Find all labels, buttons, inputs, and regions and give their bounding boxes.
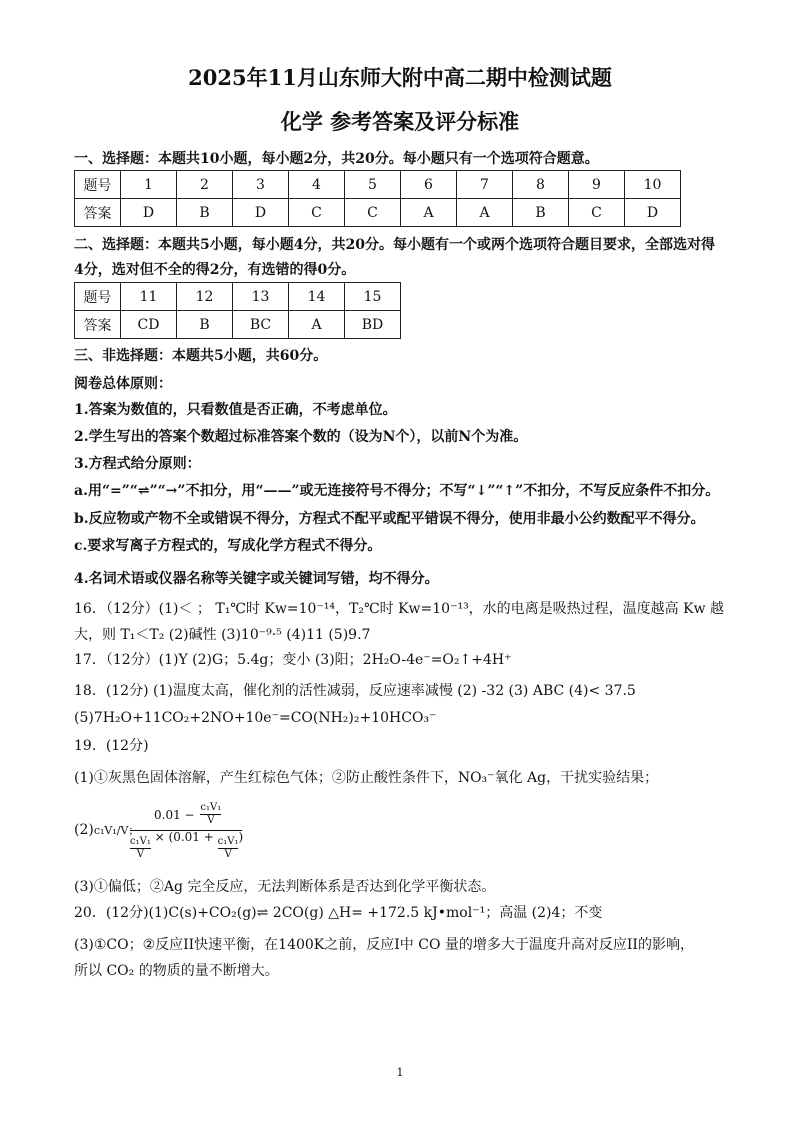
table-cell: CD: [121, 311, 177, 339]
num-sub-bottom: V: [207, 815, 215, 826]
table-cell: 15: [345, 283, 401, 311]
q19-part-2-first-answer: c₁V₁/V；: [93, 824, 140, 837]
table-cell: A: [457, 199, 513, 227]
table-cell: 2: [177, 171, 233, 199]
table-row: [75, 199, 681, 227]
table-cell: BD: [345, 311, 401, 339]
table-cell: 8: [513, 171, 569, 199]
table-cell: D: [625, 199, 681, 227]
answer-table-1: [74, 170, 681, 227]
table-cell: D: [121, 199, 177, 227]
q19-heading: 19．(12分): [74, 738, 149, 754]
q19-part-1: (1)①灰黑色固体溶解，产生红棕色气体；②防止酸性条件下，NO₃⁻氧化 Ag，干扰实验结果；: [74, 770, 659, 786]
principle-3b: b.反应物或产物不全或错误不得分，方程式不配平或配平错误不得分，使用非最小公约数配平不得分。: [74, 511, 705, 527]
answer-table-2: [74, 282, 401, 339]
table-cell: D: [233, 199, 289, 227]
den-sub1-top: c₁V₁: [130, 836, 151, 847]
q18-line-1: 18．(12分) (1)温度太高，催化剂的活性减弱，反应速率减慢 (2) -32 (3) ABC (4)< 37.5: [74, 683, 636, 699]
table-cell: 13: [233, 283, 289, 311]
page-subtitle: 化学 参考答案及评分标准: [280, 109, 520, 134]
section-1-heading: 一、选择题：本题共10小题，每小题2分，共20分。每小题只有一个选项符合题意。: [74, 151, 599, 167]
table-cell: 答案: [75, 311, 121, 339]
table-cell: C: [569, 199, 625, 227]
table-row: [75, 311, 401, 339]
table-cell: 12: [177, 283, 233, 311]
den-sub2-top: c₁V₁: [217, 836, 239, 847]
table-row: [75, 283, 401, 311]
table-cell: BC: [233, 311, 289, 339]
q16-line-2: 大，则 T₁＜T₂ (2)碱性 (3)10⁻⁹·⁵ (4)11 (5)9.7: [74, 627, 371, 643]
principle-1: 1.答案为数值的，只看数值是否正确，不考虑单位。: [74, 402, 397, 418]
table-cell: 9: [569, 171, 625, 199]
q18-line-2: (5)7H₂O+11CO₂+2NO+10e⁻=CO(NH₂)₂+10HCO₃⁻: [74, 710, 437, 726]
table-cell: 题号: [75, 171, 121, 199]
den-sub2-bottom: V: [224, 849, 232, 860]
principle-3: 3.方程式给分原则：: [74, 456, 201, 472]
principle-3c: c.要求写离子方程式的，写成化学方程式不得分。: [74, 538, 382, 554]
table-cell: A: [289, 311, 345, 339]
num-subfraction: [200, 802, 221, 827]
table-cell: 10: [625, 171, 681, 199]
section-3-heading: 三、非选择题：本题共5小题，共60分。: [74, 348, 328, 364]
q20-line-1: 20．(12分)(1)C(s)+CO₂(g)⇌ 2CO(g) △H= +172.5 kJ•mol⁻¹；高温 (2)4；不变: [74, 905, 603, 921]
table-cell: 14: [289, 283, 345, 311]
table-row: [75, 171, 681, 199]
q19-part-2-number: (2): [74, 822, 94, 838]
table-cell: C: [345, 199, 401, 227]
fraction-denominator: [130, 830, 244, 861]
den-subfraction-1: [130, 836, 151, 861]
q19-part-3: (3)①偏低；②Ag 完全反应，无法判断体系是否达到化学平衡状态。: [74, 879, 496, 895]
principle-2: 2.学生写出的答案个数超过标准答案个数的（设为N个），以前N个为准。: [74, 429, 528, 445]
page-title: 2025年11月山东师大附中高二期中检测试题: [188, 65, 612, 90]
num-term-a: 0.01 −: [154, 808, 195, 822]
principle-4: 4.名词术语或仪器名称等关键字或关键词写错，均不得分。: [74, 571, 439, 587]
table-cell: C: [289, 199, 345, 227]
table-cell: B: [177, 311, 233, 339]
table-cell: B: [177, 199, 233, 227]
principles-heading: 阅卷总体原则：: [74, 376, 172, 392]
section-2-heading-line2: 4分，选对但不全的得2分，有选错的得0分。: [74, 262, 356, 278]
q20-line-3: 所以 CO₂ 的物质的量不断增大。: [74, 963, 279, 979]
table-cell: 7: [457, 171, 513, 199]
q20-line-2: (3)①CO；②反应II快速平衡，在1400K之前，反应I中 CO 量的增多大于温度升高对反应II的影响，: [74, 937, 694, 953]
table-cell: 4: [289, 171, 345, 199]
fraction-numerator: [154, 802, 221, 827]
num-sub-top: c₁V₁: [200, 802, 222, 813]
den-term: × (0.01 +: [154, 830, 214, 844]
table-cell: 6: [401, 171, 457, 199]
table-cell: B: [513, 199, 569, 227]
q16-line-1: 16．（12分）(1)＜ ； T₁℃时 Kw=10⁻¹⁴，T₂℃时 Kw=10⁻¹³，水的电离是吸热过程，温度越高 Kw 越: [74, 601, 725, 617]
principle-3a: a.用“=”“⇌”“→”不扣分，用“——”或无连接符号不得分；不写“↓”“↑”不扣分，不写反应条件不扣分。: [74, 483, 720, 499]
table-cell: 题号: [75, 283, 121, 311]
table-cell: 5: [345, 171, 401, 199]
q19-fraction: [130, 796, 245, 868]
table-cell: A: [401, 199, 457, 227]
den-close-paren: ): [238, 830, 244, 844]
section-2-heading-line1: 二、选择题：本题共5小题，每小题4分，共20分。每小题有一个或两个选项符合题目要求，全部选对得: [74, 237, 715, 253]
page-number: 1: [396, 1066, 404, 1079]
q17-answer: 17．（12分）(1)Y (2)G；5.4g；变小 (3)阳；2H₂O-4e⁻=O₂↑+4H⁺: [74, 652, 512, 668]
den-subfraction-2: [218, 836, 239, 861]
table-cell: 3: [233, 171, 289, 199]
table-cell: 11: [121, 283, 177, 311]
table-cell: 1: [121, 171, 177, 199]
table-cell: 答案: [75, 199, 121, 227]
den-sub1-bottom: V: [136, 849, 145, 860]
